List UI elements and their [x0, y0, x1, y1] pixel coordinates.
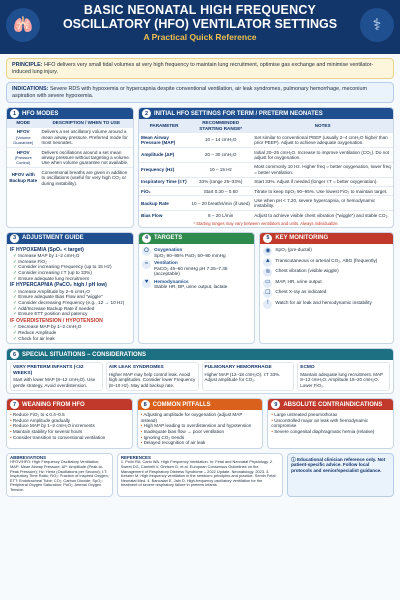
list-item: ✓ Add/Increase Backup Rate if needed — [13, 306, 130, 312]
title-line-2: OSCILLATORY (HFO) VENTILATOR SETTINGS — [62, 17, 338, 31]
range: 10 – 14 cmH₂O — [189, 133, 252, 148]
special-card — [297, 362, 390, 391]
header — [0, 0, 400, 54]
list-item: ✓ Check for air leak — [13, 336, 130, 342]
list-item: ✓ Reduce Amplitude — [13, 330, 130, 336]
list-item: ✓ Consider decreasing Frequency (e.g., 12 → 10 Hz) — [13, 300, 130, 306]
section-number: 1 — [10, 109, 19, 118]
mode-desc: Conventional breaths are given in addition to oscillations (useful for very high CO₂ or during instability). — [39, 168, 133, 188]
table-row — [139, 177, 393, 186]
hypoxemia-title: IF HYPOXEMIA (SpO₂ < target) — [10, 246, 84, 253]
contraindications-panel — [267, 398, 394, 449]
target-label: Hemodynamics — [154, 278, 189, 284]
section-number: 3 — [10, 234, 19, 243]
indications-box — [6, 82, 394, 103]
disclaimer-box — [287, 453, 394, 497]
table-row — [7, 127, 133, 147]
oxygen-icon: O — [142, 247, 151, 256]
principle-label: PRINCIPLE: — [12, 62, 43, 68]
range: 33% (range 25–33%) — [189, 177, 252, 186]
weaning-panel — [6, 398, 133, 449]
monitor-text: Transcutaneous or arterial CO₂, ABG (frequently) — [275, 257, 378, 263]
chest-icon: ≋ — [263, 268, 272, 277]
mode-name: HFOV with Backup Rate — [7, 168, 39, 188]
col-header: PARAMETER — [139, 119, 189, 132]
note: Initial 20–25 cmH₂O. Increase to improve ventilation (CO₂). Do not adjust for oxygenation. — [252, 148, 393, 163]
section-title: ABSOLUTE CONTRAINDICATIONS — [283, 401, 383, 408]
monitor-text: SpO₂ (pre-ductal) — [275, 247, 312, 253]
list-item: • Reduce FiO₂ to ≤ 0.4–0.5 — [10, 412, 129, 418]
lungs-icon: 🫁 — [6, 8, 40, 42]
pulse-oximeter-icon: ◉ — [263, 247, 272, 256]
initial-settings-panel — [138, 107, 394, 227]
card-title: AIR LEAK SYNDROMES — [108, 365, 164, 371]
principle-text: HFO delivers very small tidal volumes at very high frequency to maintain lung recruitment, optimise gas exchange and minimise ventilator-induced lung injury. — [12, 62, 374, 75]
heart-icon: ♥ — [142, 279, 151, 288]
overdistension-title: IF OVERDISTENSION / HYPOTENSION — [10, 317, 103, 324]
param: Backup Rate — [139, 196, 189, 211]
list-item: • Large untreated pneumothorax — [271, 412, 390, 418]
abbreviations-title: ABBREVIATIONS — [10, 454, 47, 460]
adjustment-panel — [6, 232, 134, 345]
warning-icon: ! — [263, 300, 272, 309]
mode-desc: Delivers oscillations around a set mean airway pressure without targeting a volume. Use when volume guarantee not available. — [39, 148, 133, 168]
hypercapnia-title: IF HYPERCAPNIA (PaCO₂ high / pH low) — [10, 282, 107, 289]
card-text: Higher MAP (12–18 cmH₂O). I:T 33%. Adjust amplitude for CO₂. — [204, 371, 281, 383]
param: FiO₂ — [139, 187, 189, 196]
mode-sub: (Pressure Control) — [14, 154, 32, 166]
hfo-modes-panel — [6, 107, 134, 227]
range: Start 0.30 – 0.60 — [189, 187, 252, 196]
lungs-icon: ≈ — [142, 260, 151, 269]
list-item: • High MAP leading to overdistension and hypotension — [141, 423, 260, 429]
monitor-text: Chest X-ray as indicated — [275, 289, 327, 295]
target-item — [142, 279, 251, 290]
list-item: • Consider transition to conventional ventilation — [10, 435, 129, 441]
disclaimer-text: Educational clinician reference only. Not patient-specific advice. Follow local protocols and senior/specialist guidance. — [291, 456, 386, 473]
table-row — [7, 148, 133, 168]
targets-panel — [138, 232, 255, 345]
pitfalls-panel — [137, 398, 264, 449]
section-number: 7 — [10, 400, 19, 409]
note: Adjust to achieve visible chest vibration ("wiggle") and stable CO₂. — [252, 211, 393, 220]
range: 8 – 20 L/min — [189, 211, 252, 220]
table-row — [139, 187, 393, 196]
indications-label: INDICATIONS: — [12, 86, 49, 93]
table-row — [139, 196, 393, 211]
target-label: Oxygenation — [154, 247, 183, 253]
card-text: Start with lower MAP (8–12 cmH₂O). Use gentle strategy. Avoid overdistension. — [13, 377, 96, 388]
list-item: ✓ Ensure adequate lung recruitment — [13, 276, 130, 282]
col-header: MODE — [7, 119, 39, 127]
target-text: Stable HR, BP, urine output, lactate — [154, 284, 228, 290]
subtitle: A Practical Quick Reference — [143, 32, 257, 42]
section-title: ADJUSTMENT GUIDE — [22, 235, 84, 242]
note: Start 33%. Adjust if needed (longer I:T = better oxygenation). — [252, 177, 393, 186]
title-line-1: BASIC NEONATAL HIGH FREQUENCY — [83, 3, 317, 17]
footnote: * Starting ranges may vary between ventilators and units. Always individualize. — [193, 220, 339, 226]
range: 10 – 15 Hz — [189, 162, 252, 177]
list-item: • Maintain stability for several hours — [10, 429, 129, 435]
card-text: Maintain adequate lung recruitment. MAP 8–12 cmH₂O. Amplitude 15–20 cmH₂O. Lower FiO₂. — [300, 371, 383, 388]
note: Most commonly 10 Hz. Higher freq = better oxygenation, lower freq = better ventilation. — [252, 162, 393, 177]
list-item: ✓ Consider increasing I:T (up to 33%) — [13, 270, 130, 276]
section-number: 6 — [10, 350, 19, 359]
section-title: HFO MODES — [22, 110, 59, 117]
list-item: ✓ Increase Amplitude by 2–5 cmH₂O — [13, 289, 130, 295]
special-card — [202, 362, 295, 391]
table-row — [139, 211, 393, 220]
section-title: WEANING FROM HFO — [22, 401, 85, 408]
mode-desc: Delivers a set oscillatory volume around a mean airway pressure. Preferred mode for most neonates. — [39, 127, 133, 147]
special-card — [106, 362, 199, 391]
section-number: 5 — [263, 234, 272, 243]
range: 20 – 30 cmH₂O — [189, 148, 252, 163]
section-title: COMMON PITFALLS — [152, 401, 211, 408]
xray-icon: ☐ — [263, 289, 272, 298]
monitor-item — [263, 279, 390, 288]
target-text: SpO₂ 90–95% PaO₂ 50–80 mmHg — [154, 252, 226, 258]
range: 10 – 20 breaths/min (if used) — [189, 196, 252, 211]
mode-name: HFOV — [16, 129, 30, 135]
list-item: ✓ Consider increasing Frequency (up to 15 Hz) — [13, 264, 130, 270]
list-item: • Ignoring CO₂ trends — [141, 435, 260, 441]
monitor-item — [263, 300, 390, 309]
monitor-text: Watch for air leak and hemodynamic instability — [275, 299, 372, 305]
note: Use when pH < 7.20, severe hypercapnia, or hemodynamic instability. — [252, 196, 393, 211]
list-item: ✓ Decrease MAP by 1–2 cmH₂O — [13, 324, 130, 330]
table-row — [139, 133, 393, 148]
note: Titrate to keep SpO₂ 90–95%. Use lowest FiO₂ to maintain target. — [252, 187, 393, 196]
references-box — [117, 453, 283, 497]
list-item: ✓ Increase MAP by 1–2 cmH₂O — [13, 253, 130, 259]
monitor-item — [263, 268, 390, 277]
list-item: • Reduce Amplitude gradually — [10, 418, 129, 424]
section-number: 9 — [271, 400, 280, 409]
principle-box — [6, 58, 394, 79]
list-item: ✓ Ensure ETT position and patency — [13, 311, 130, 317]
col-header: RECOMMENDED STARTING RANGE* — [189, 119, 252, 132]
list-item: ✓ Increase FiO₂ — [13, 259, 130, 265]
note: Set similar to conventional PEEP (usually 2–4 cmH₂O higher than prior PEEP). Adjust to achieve adequate oxygenation. — [252, 133, 393, 148]
special-card — [10, 362, 103, 391]
indications-text: Severe RDS with hypoxemia or hypercapnia despite conventional ventilation, air leak syndromes, pulmonary hemorrhage, meconium aspiration with severe hypoxemia. — [12, 86, 367, 99]
section-title: KEY MONITORING — [275, 235, 329, 242]
param: Bias Flow — [139, 211, 189, 220]
table-row — [7, 168, 133, 188]
list-item: • Reduce MAP by 1–2 cmH₂O increments — [10, 423, 129, 429]
list-item: • Severe congenital diaphragmatic hernia (relative) — [271, 429, 390, 435]
monitor-icon: ▭ — [263, 279, 272, 288]
col-header: DESCRIPTION / WHEN TO USE — [39, 119, 133, 127]
section-title: INITIAL HFO SETTINGS FOR TERM / PRETERM NEONATES — [154, 110, 323, 117]
param: Frequency (Hz) — [139, 162, 189, 177]
section-title: TARGETS — [154, 235, 183, 242]
col-header: NOTES — [252, 119, 393, 132]
card-text: Higher MAP may help control leak. Avoid high amplitudes. Consider lower Frequency (8–10 Hz). May add backup rate. — [108, 371, 196, 388]
monitor-item — [263, 258, 390, 267]
info-icon: ⓘ — [291, 456, 297, 462]
section-number: 8 — [141, 400, 150, 409]
list-item: ✓ Ensure adequate Bias Flow and "wiggle" — [13, 294, 130, 300]
list-item: • Inadequate bias flow → poor ventilation — [141, 429, 260, 435]
section-number: 2 — [142, 109, 151, 118]
section-number: 4 — [142, 234, 151, 243]
monitor-item — [263, 289, 390, 298]
param: Mean Airway Pressure (MAP) — [139, 133, 189, 148]
settings-table — [139, 119, 393, 219]
card-title: ECMO — [300, 365, 315, 371]
references-title: REFERENCES — [120, 454, 151, 460]
abbreviations-text: HFOV/HFO: High Frequency Oscillatory Ventilation; MAP: Mean Airway Pressure; ΔP: Amplitude (Peak-to-Peak Pressure); Hz: Hertz (Oscillations per Second); I:T: Inspiratory Time Ratio; FiO₂: Fraction of Inspired Oxygen; ETT: Endotracheal Tube; CO₂: Carbon Dioxide; SpO₂: Peripheral Oxygen Saturation; PaO₂: Arterial Oxygen Tension — [10, 459, 109, 492]
param: Amplitude (ΔP) — [139, 148, 189, 163]
references-text: 1. Polin RA, Carlo WA. High Frequency Ventilation. In: Fetal and Neonatal Physiology. 2. Sweet DG, Carnielli V, Greisen G, et al. European Consensus Guidelines on the Management of Respiratory Distress Syndrome – 2022 Update. Neonatology. 2023. 3. Keszler M. High frequency ventilation in the newborn: principles and practice. Semin Fetal Neonatal Med. 4. Bancalari E, Jain D. High-frequency oscillatory ventilation for the treatment of severe respiratory failure in preterm infants. — [120, 459, 276, 488]
list-item: • Adjusting amplitude for oxygenation (adjust MAP instead) — [141, 412, 260, 423]
mode-sub: (Volume Guarantee) — [13, 134, 34, 146]
table-row — [139, 162, 393, 177]
ventilator-icon: ⚕ — [360, 8, 394, 42]
blood-gas-icon: ▲ — [263, 258, 272, 267]
mode-name: HFOV — [16, 149, 30, 155]
target-item — [142, 260, 251, 277]
section-title: SPECIAL SITUATIONS – CONSIDERATIONS — [22, 351, 147, 358]
list-item: • Uncontrolled major air leak with hemodynamic compromise — [271, 418, 390, 429]
card-title: VERY PRETERM INFANTS (<32 WEEKS) — [13, 365, 84, 376]
table-row — [139, 148, 393, 163]
abbreviations-box — [6, 453, 113, 497]
monitor-text: MAP, HR, urine output — [275, 278, 322, 284]
monitor-item — [263, 247, 390, 256]
special-situations-panel — [6, 348, 394, 394]
target-text: PaCO₂ 45–60 mmHg pH 7.25–7.35 (acceptable) — [154, 265, 228, 277]
list-item: • Delayed recognition of air leak — [141, 440, 260, 446]
target-item — [142, 247, 251, 258]
param: Inspiratory Time (I:T) — [139, 177, 189, 186]
monitoring-panel — [259, 232, 394, 345]
modes-table — [7, 119, 133, 187]
card-title: PULMONARY HEMORRHAGE — [204, 365, 272, 371]
monitor-text: Chest vibration (visible wiggle) — [275, 268, 339, 274]
target-label: Ventilation — [154, 260, 178, 266]
